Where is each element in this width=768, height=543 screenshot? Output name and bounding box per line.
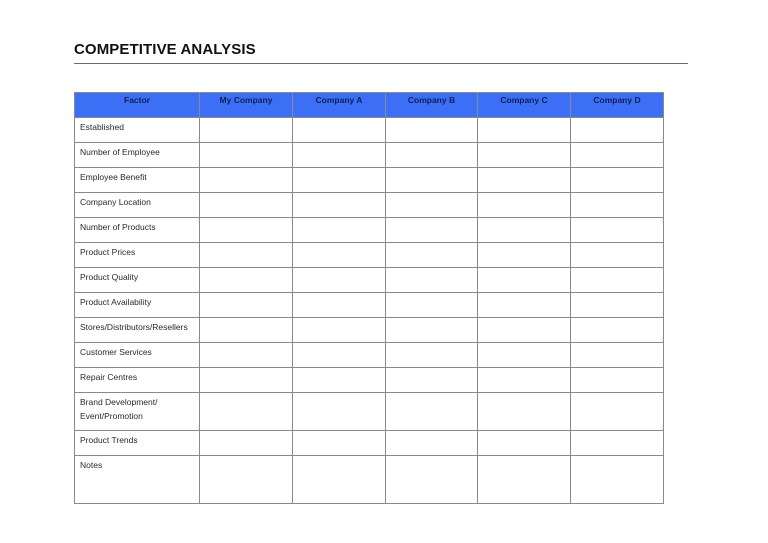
company-d-cell[interactable] (571, 393, 664, 431)
company-c-cell[interactable] (478, 393, 571, 431)
table-row (75, 318, 664, 343)
table-row (75, 343, 664, 368)
competitive-analysis-table (74, 92, 664, 504)
company-b-cell[interactable] (386, 143, 478, 168)
company-b-cell[interactable] (386, 168, 478, 193)
factor-cell: Product Availability (75, 293, 200, 318)
my-company-cell[interactable] (200, 456, 293, 504)
company-d-cell[interactable] (571, 118, 664, 143)
my-company-cell[interactable] (200, 268, 293, 293)
factor-cell: Notes (75, 456, 200, 504)
factor-cell: Product Prices (75, 243, 200, 268)
my-company-cell[interactable] (200, 218, 293, 243)
company-c-cell[interactable] (478, 318, 571, 343)
company-b-cell[interactable] (386, 343, 478, 368)
my-company-cell[interactable] (200, 393, 293, 431)
company-d-cell[interactable] (571, 218, 664, 243)
company-b-cell[interactable] (386, 368, 478, 393)
company-d-cell[interactable] (571, 293, 664, 318)
company-a-cell[interactable] (293, 393, 386, 431)
column-header-company-a: Company A (293, 93, 386, 118)
table-row (75, 431, 664, 456)
company-c-cell[interactable] (478, 193, 571, 218)
header-row (75, 93, 664, 118)
table-row (75, 368, 664, 393)
company-c-cell[interactable] (478, 293, 571, 318)
column-header-company-b: Company B (386, 93, 478, 118)
company-b-cell[interactable] (386, 456, 478, 504)
title-divider (74, 63, 688, 64)
company-c-cell[interactable] (478, 368, 571, 393)
table-row (75, 393, 664, 431)
company-a-cell[interactable] (293, 243, 386, 268)
table-row (75, 168, 664, 193)
factor-cell: Product Trends (75, 431, 200, 456)
company-a-cell[interactable] (293, 431, 386, 456)
factor-cell: Number of Employee (75, 143, 200, 168)
company-b-cell[interactable] (386, 268, 478, 293)
factor-cell: Stores/Distributors/Resellers (75, 318, 200, 343)
company-d-cell[interactable] (571, 193, 664, 218)
company-b-cell[interactable] (386, 218, 478, 243)
company-a-cell[interactable] (293, 368, 386, 393)
column-header-company-c: Company C (478, 93, 571, 118)
table-row (75, 268, 664, 293)
factor-cell: Employee Benefit (75, 168, 200, 193)
company-d-cell[interactable] (571, 168, 664, 193)
company-c-cell[interactable] (478, 143, 571, 168)
company-c-cell[interactable] (478, 456, 571, 504)
company-d-cell[interactable] (571, 143, 664, 168)
company-b-cell[interactable] (386, 393, 478, 431)
table-row (75, 193, 664, 218)
company-d-cell[interactable] (571, 318, 664, 343)
my-company-cell[interactable] (200, 431, 293, 456)
my-company-cell[interactable] (200, 343, 293, 368)
company-d-cell[interactable] (571, 368, 664, 393)
company-b-cell[interactable] (386, 318, 478, 343)
company-c-cell[interactable] (478, 268, 571, 293)
company-a-cell[interactable] (293, 143, 386, 168)
company-a-cell[interactable] (293, 343, 386, 368)
company-b-cell[interactable] (386, 118, 478, 143)
company-a-cell[interactable] (293, 218, 386, 243)
table-row (75, 293, 664, 318)
factor-cell (75, 393, 200, 431)
factor-cell: Number of Products (75, 218, 200, 243)
my-company-cell[interactable] (200, 243, 293, 268)
company-c-cell[interactable] (478, 431, 571, 456)
company-a-cell[interactable] (293, 193, 386, 218)
document-title: COMPETITIVE ANALYSIS (74, 41, 256, 58)
company-c-cell[interactable] (478, 243, 571, 268)
company-a-cell[interactable] (293, 456, 386, 504)
table-row-notes (75, 456, 664, 504)
company-b-cell[interactable] (386, 431, 478, 456)
factor-cell: Company Location (75, 193, 200, 218)
company-a-cell[interactable] (293, 293, 386, 318)
factor-cell: Product Quality (75, 268, 200, 293)
table-row (75, 218, 664, 243)
company-b-cell[interactable] (386, 293, 478, 318)
table-row (75, 143, 664, 168)
company-c-cell[interactable] (478, 118, 571, 143)
company-d-cell[interactable] (571, 431, 664, 456)
company-a-cell[interactable] (293, 318, 386, 343)
company-c-cell[interactable] (478, 343, 571, 368)
company-b-cell[interactable] (386, 243, 478, 268)
company-a-cell[interactable] (293, 118, 386, 143)
factor-line: Brand Development/ (80, 397, 158, 407)
table-row (75, 243, 664, 268)
factor-cell: Customer Services (75, 343, 200, 368)
company-d-cell[interactable] (571, 456, 664, 504)
my-company-cell[interactable] (200, 193, 293, 218)
my-company-cell[interactable] (200, 368, 293, 393)
my-company-cell[interactable] (200, 118, 293, 143)
column-header-my-company: My Company (200, 93, 293, 118)
column-header-company-d: Company D (571, 93, 664, 118)
table-row (75, 118, 664, 143)
column-header-factor: Factor (75, 93, 200, 118)
my-company-cell[interactable] (200, 293, 293, 318)
company-a-cell[interactable] (293, 268, 386, 293)
company-d-cell[interactable] (571, 343, 664, 368)
company-c-cell[interactable] (478, 168, 571, 193)
company-b-cell[interactable] (386, 193, 478, 218)
company-a-cell[interactable] (293, 168, 386, 193)
factor-line: Event/Promotion (80, 411, 143, 421)
company-d-cell[interactable] (571, 268, 664, 293)
factor-cell: Repair Centres (75, 368, 200, 393)
company-c-cell[interactable] (478, 218, 571, 243)
my-company-cell[interactable] (200, 143, 293, 168)
company-d-cell[interactable] (571, 243, 664, 268)
my-company-cell[interactable] (200, 168, 293, 193)
my-company-cell[interactable] (200, 318, 293, 343)
factor-cell: Established (75, 118, 200, 143)
